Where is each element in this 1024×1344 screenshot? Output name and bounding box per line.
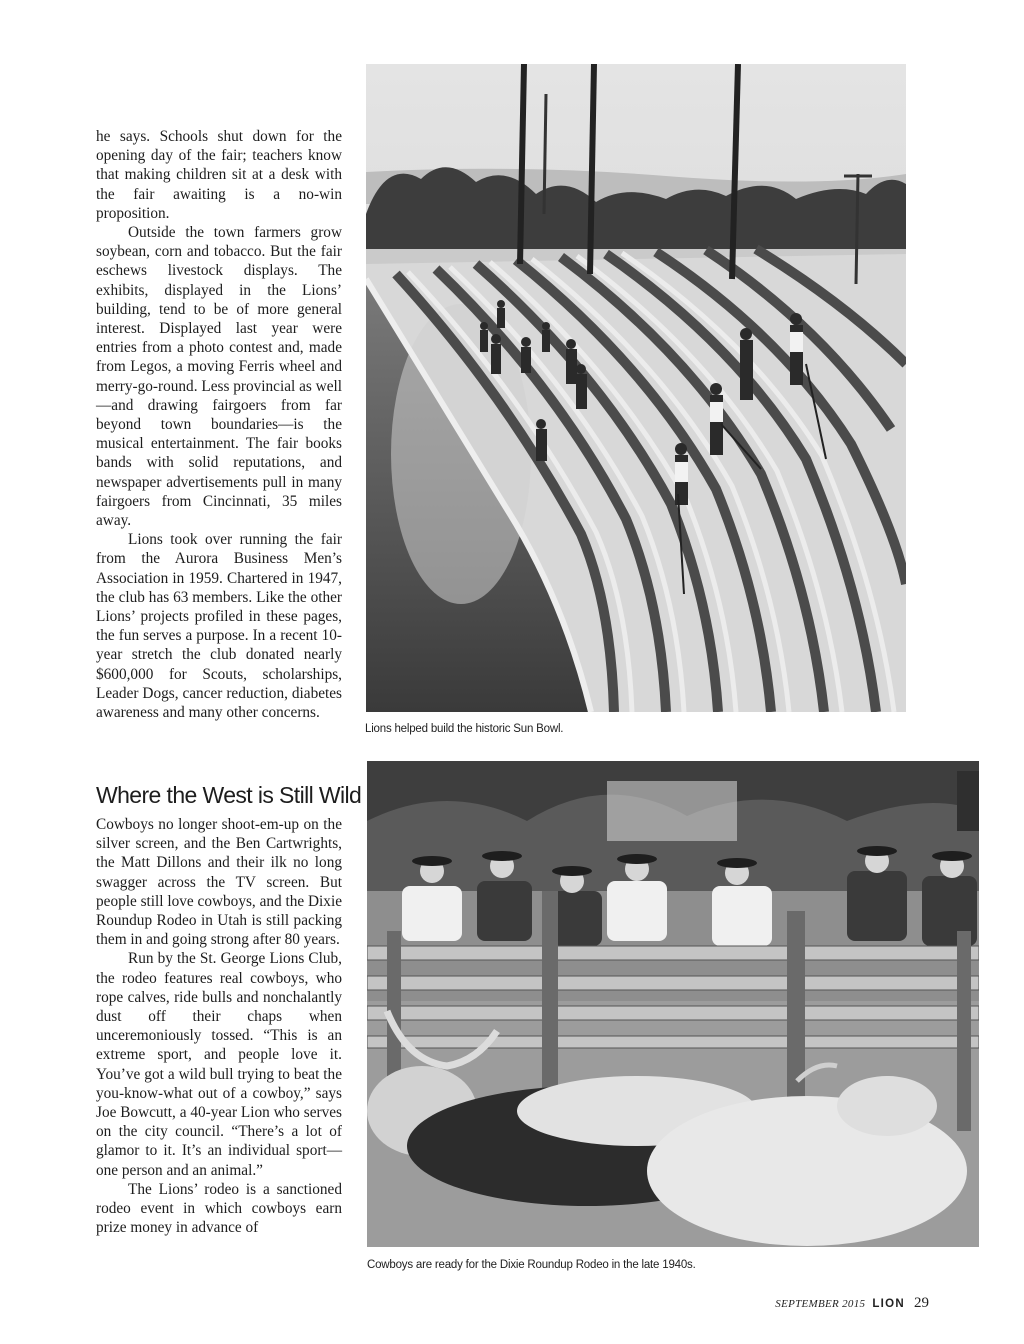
article-column-top bbox=[96, 127, 342, 722]
paragraph: Run by the St. George Lions Club, the rodeo features real cowboys, who rope calves, ride bulls and nonchalantly dust off their chaps when unceremoniously tossed. “This is an extreme sport, and people love it. You’ve got a wild bull trying to beat the you-know-what out of a cowboy,” says Joe Bowcutt, a 40-year Lion who serves on the city council. “There’s a lot of glamor to it. It’s an individual sport—one person and an animal.” bbox=[96, 950, 342, 1179]
paragraph: The Lions’ rodeo is a sanctioned rodeo event in which cowboys earn prize money in advance of bbox=[96, 1180, 342, 1237]
paragraph: he says. Schools shut down for the opening day of the fair; teachers know that making children sit at a desk with the fair awaiting is a no-win proposition. bbox=[96, 128, 342, 222]
paragraph: Outside the town farmers grow soybean, corn and tobacco. But the fair eschews livestock displays. The exhibits, displayed in the Lions’ building, tend to be of more general interest. Displayed last year were entries from a photo contest and, made from Legos, a moving Ferris wheel and merry-go-round. Less provincial as well—and drawing fairgoers from far beyond town boundaries—is the musical entertainment. The fair books bands with solid reputations, and newspaper advertisements pull in many fairgoers from Cincinnati, 35 miles away. bbox=[96, 224, 342, 530]
sun-bowl-caption: Lions helped build the historic Sun Bowl. bbox=[365, 723, 564, 735]
paragraph: Cowboys no longer shoot-em-up on the silver screen, and the Ben Cartwrights, the Matt Dillons and their ilk no long swagger across the TV screen. But people still love cowboys, and the Dixie Roundup Rodeo in Utah is still packing them in and going strong after 80 years. bbox=[96, 816, 342, 949]
page-folio bbox=[775, 1294, 929, 1312]
article-column-bottom bbox=[96, 815, 342, 1237]
issue-date: SEPTEMBER 2015 bbox=[775, 1298, 866, 1310]
magazine-name: LION bbox=[872, 1298, 905, 1310]
rodeo-caption: Cowboys are ready for the Dixie Roundup Rodeo in the late 1940s. bbox=[367, 1259, 696, 1271]
sun-bowl-photo bbox=[366, 64, 906, 712]
section-heading: Where the West is Still Wild bbox=[96, 782, 362, 808]
paragraph: Lions took over running the fair from the Aurora Business Men’s Association in 1959. Chartered in 1947, the club has 63 members. Like the other Lions’ projects profiled in these pages, the fun serves a purpose. In a recent 10-year stretch the club donated nearly $600,000 for Scouts, scholarships, Leader Dogs, cancer reduction, diabetes awareness and many other concerns. bbox=[96, 531, 342, 722]
rodeo-photo bbox=[367, 761, 979, 1247]
page-number: 29 bbox=[914, 1295, 929, 1311]
